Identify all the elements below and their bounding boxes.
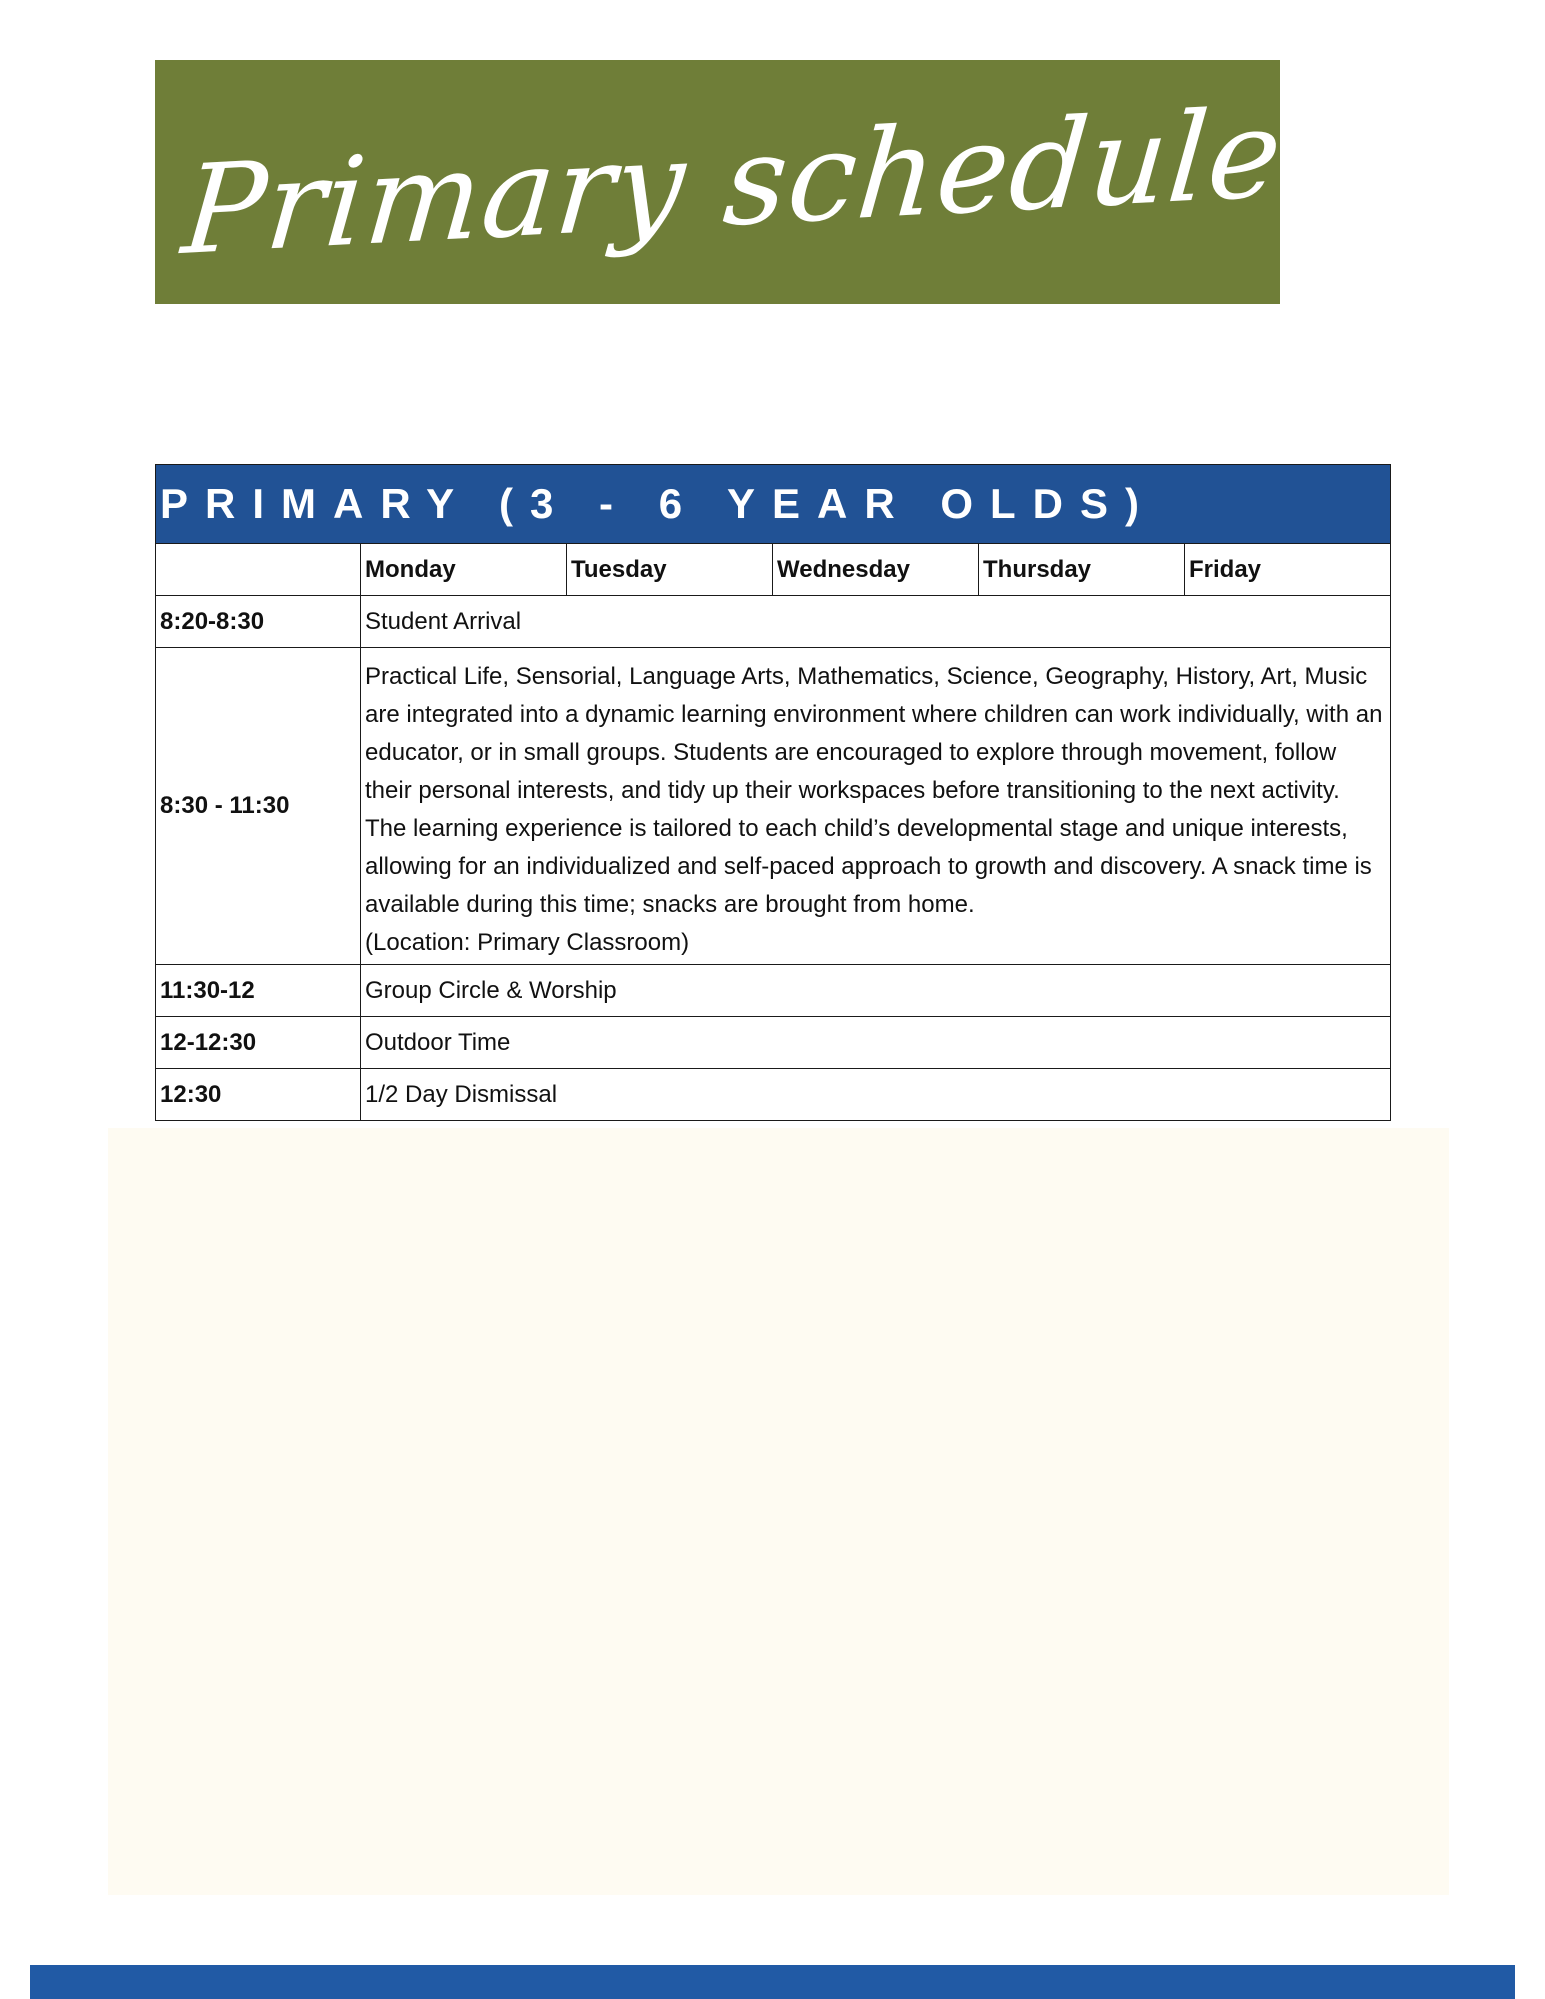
activity-cell: 1/2 Day Dismissal <box>361 1069 1391 1121</box>
time-cell: 12:30 <box>156 1069 361 1121</box>
activity-cell: Outdoor Time <box>361 1017 1391 1069</box>
table-row <box>156 1017 1391 1069</box>
section-heading: PRIMARY (3 - 6 YEAR OLDS) <box>156 465 1391 544</box>
day-header-thursday: Thursday <box>979 544 1185 596</box>
day-header-tuesday: Tuesday <box>567 544 773 596</box>
table-row <box>156 648 1391 965</box>
footer-bar <box>30 1965 1515 1999</box>
schedule-table <box>155 464 1391 1121</box>
time-cell: 12-12:30 <box>156 1017 361 1069</box>
title-banner <box>155 60 1288 304</box>
table-row <box>156 596 1391 648</box>
day-header-friday: Friday <box>1185 544 1391 596</box>
time-column-header <box>156 544 361 596</box>
table-row <box>156 1069 1391 1121</box>
activity-cell <box>361 648 1391 965</box>
content-panel <box>108 1128 1449 1895</box>
day-header-wednesday: Wednesday <box>773 544 979 596</box>
page-title: Primary schedule <box>177 81 1288 283</box>
time-cell: 11:30-12 <box>156 965 361 1017</box>
activity-description: Practical Life, Sensorial, Language Arts, Mathematics, Science, Geography, History, Art, Music are integrated into a dynamic learning environment where children can work individually, with an educator, or in small groups. Students are encouraged to explore through movement, follow their personal interests, and tidy up their workspaces before transitioning to the next activity. The learning experience is tailored to each child’s developmental stage and unique interests, allowing for an individualized and self-paced approach to growth and discovery. A snack time is available during this time; snacks are brought from home. <box>365 663 1383 918</box>
table-row <box>156 965 1391 1017</box>
activity-cell: Student Arrival <box>361 596 1391 648</box>
day-header-row <box>156 544 1391 596</box>
table-heading-row <box>156 465 1391 544</box>
time-cell: 8:30 - 11:30 <box>156 648 361 965</box>
activity-cell: Group Circle & Worship <box>361 965 1391 1017</box>
day-header-monday: Monday <box>361 544 567 596</box>
activity-location: (Location: Primary Classroom) <box>365 929 690 956</box>
time-cell: 8:20-8:30 <box>156 596 361 648</box>
